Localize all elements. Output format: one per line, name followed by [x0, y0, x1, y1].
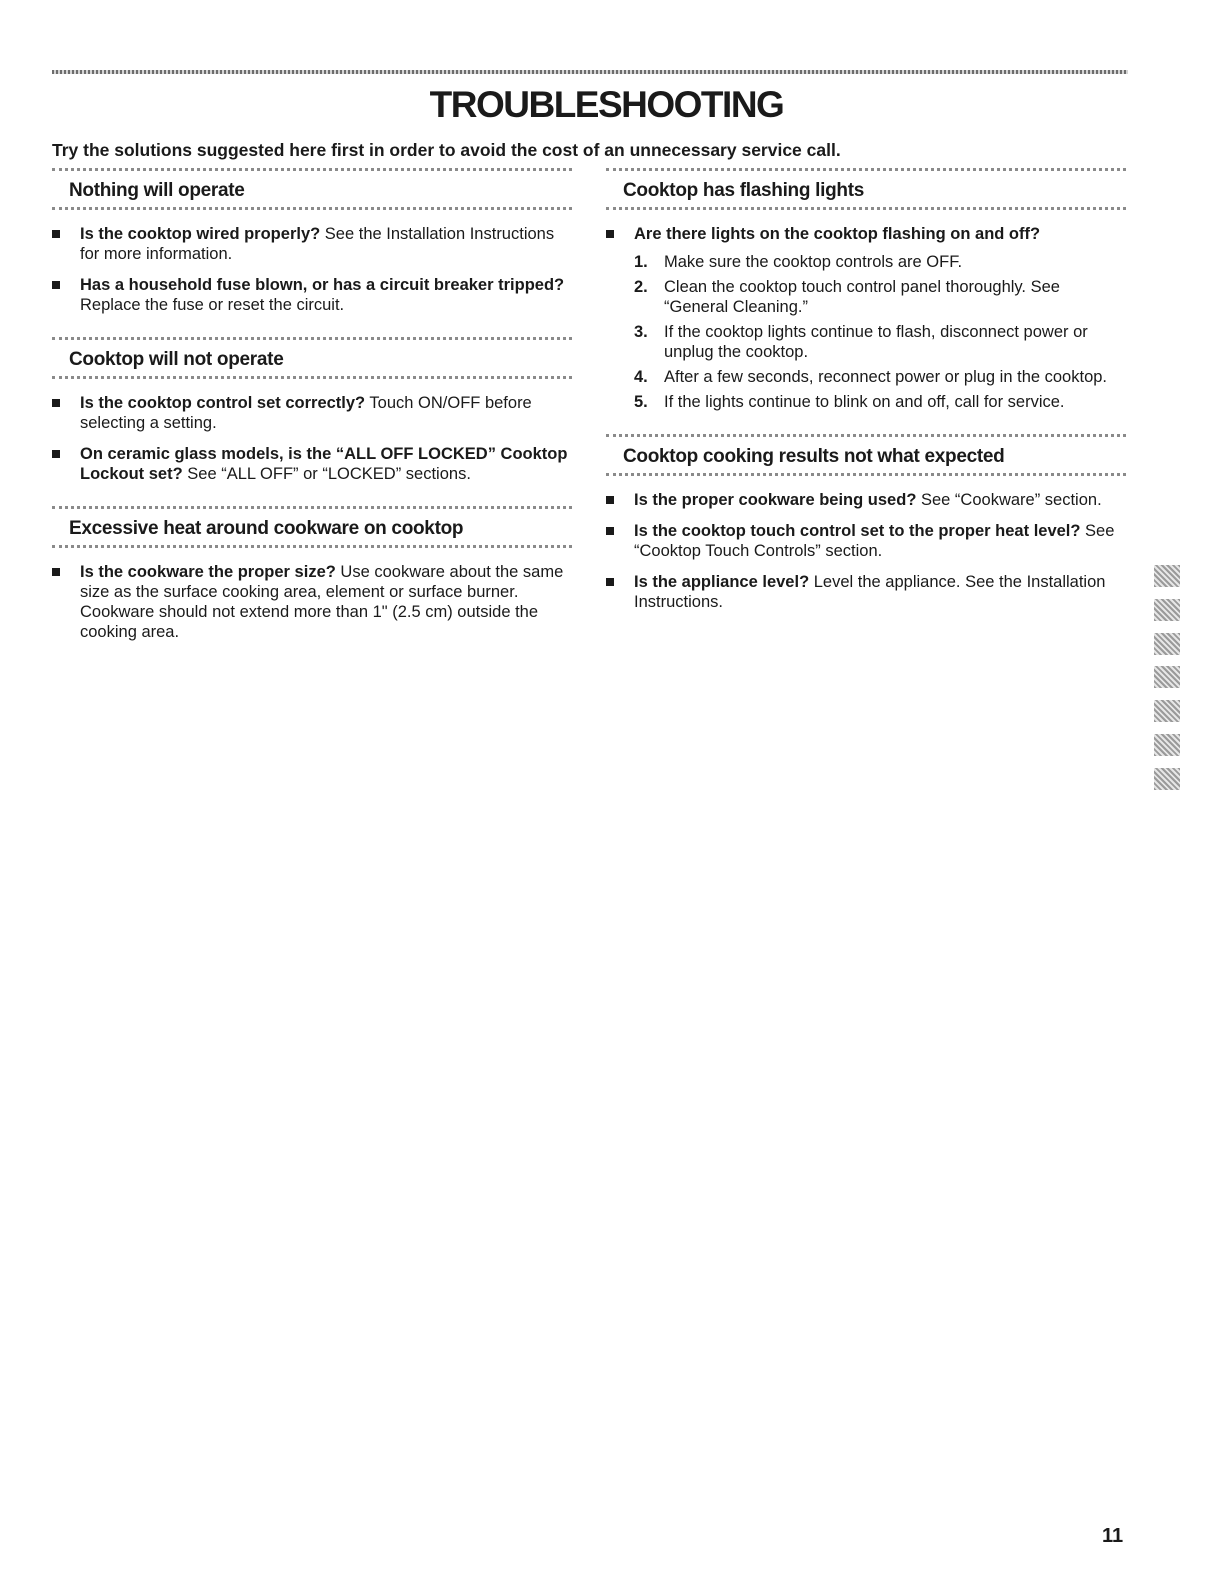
step-number: 2.: [634, 278, 648, 296]
troubleshooting-section: [52, 337, 572, 484]
question-text: Is the cooktop touch control set to the proper heat level?: [634, 522, 1081, 540]
answer-text: Replace the fuse or reset the circuit.: [80, 296, 345, 314]
list-item: [52, 393, 572, 433]
step-item: [634, 252, 1126, 272]
list-item: [52, 275, 572, 315]
step-text: Make sure the cooktop controls are OFF.: [664, 253, 963, 271]
intro-text: Try the solutions suggested here first in order to avoid the cost of an unnecessary service call.: [52, 140, 841, 160]
answer-text: Touch ON/OFF before selecting a setting.: [80, 394, 532, 432]
list-item: [606, 521, 1126, 561]
right-column: [606, 168, 1126, 634]
question-text: Are there lights on the cooktop flashing on and off?: [634, 225, 1041, 243]
question-list: [606, 224, 1126, 412]
question-list: [606, 490, 1126, 612]
square-bullet-icon: [52, 281, 60, 289]
step-number: 3.: [634, 323, 648, 341]
square-bullet-icon: [606, 230, 614, 238]
square-bullet-icon: [606, 496, 614, 504]
section-heading: Nothing will operate: [52, 168, 572, 210]
question-text: Is the cooktop control set correctly?: [80, 394, 366, 412]
troubleshooting-section: [52, 168, 572, 315]
left-column: [52, 168, 572, 664]
step-text: After a few seconds, reconnect power or plug in the cooktop.: [664, 368, 1108, 386]
square-bullet-icon: [52, 568, 60, 576]
square-bullet-icon: [52, 230, 60, 238]
square-bullet-icon: [52, 399, 60, 407]
question-list: [52, 224, 572, 315]
step-number: 1.: [634, 253, 648, 271]
list-item: [52, 562, 572, 642]
answer-text: See the Installation Instructions for more information.: [80, 225, 555, 263]
step-text: Clean the cooktop touch control panel thoroughly. See “General Cleaning.”: [664, 278, 1060, 316]
step-number: 5.: [634, 393, 648, 411]
steps-list: [634, 252, 1126, 412]
square-bullet-icon: [52, 450, 60, 458]
answer-text: Level the appliance. See the Installation Instructions.: [634, 573, 1106, 611]
section-heading: Cooktop has flashing lights: [606, 168, 1126, 210]
list-item: [52, 224, 572, 264]
section-heading: Cooktop will not operate: [52, 337, 572, 379]
question-text: On ceramic glass models, is the “ALL OFF LOCKED” Cooktop Lockout set?: [80, 445, 568, 483]
step-item: [634, 392, 1126, 412]
list-item: [52, 444, 572, 484]
question-text: Is the proper cookware being used?: [634, 491, 917, 509]
troubleshooting-section: [606, 434, 1126, 612]
top-divider: [52, 70, 1128, 74]
question-list: [52, 562, 572, 642]
troubleshooting-section: [52, 506, 572, 642]
side-marker: [1152, 565, 1182, 790]
step-item: [634, 367, 1126, 387]
list-item: [606, 490, 1126, 510]
square-bullet-icon: [606, 527, 614, 535]
step-text: If the cooktop lights continue to flash, disconnect power or unplug the cooktop.: [664, 323, 1088, 361]
question-text: Is the cooktop wired properly?: [80, 225, 321, 243]
question-text: Has a household fuse blown, or has a circuit breaker tripped?: [80, 276, 565, 294]
answer-text: See “Cookware” section.: [916, 491, 1102, 509]
answer-text: See “Cooktop Touch Controls” section.: [634, 522, 1115, 560]
step-item: [634, 322, 1126, 362]
step-number: 4.: [634, 368, 648, 386]
page-title: TROUBLESHOOTING: [429, 84, 784, 125]
step-item: [634, 277, 1126, 317]
question-text: Is the appliance level?: [634, 573, 810, 591]
troubleshooting-section: [606, 168, 1126, 412]
step-text: If the lights continue to blink on and off, call for service.: [664, 393, 1065, 411]
square-bullet-icon: [606, 578, 614, 586]
answer-text: See “ALL OFF” or “LOCKED” sections.: [182, 465, 471, 483]
list-item: [606, 224, 1126, 412]
section-heading: Cooktop cooking results not what expected: [606, 434, 1126, 476]
page-number: 11: [1102, 1525, 1124, 1547]
list-item: [606, 572, 1126, 612]
question-text: Is the cookware the proper size?: [80, 563, 336, 581]
answer-text: Use cookware about the same size as the surface cooking area, element or surface burner. Cookware should not extend more than 1" (2.5 cm) outside the cooking area.: [80, 563, 564, 641]
section-heading: Excessive heat around cookware on cooktop: [52, 506, 572, 548]
question-list: [52, 393, 572, 484]
